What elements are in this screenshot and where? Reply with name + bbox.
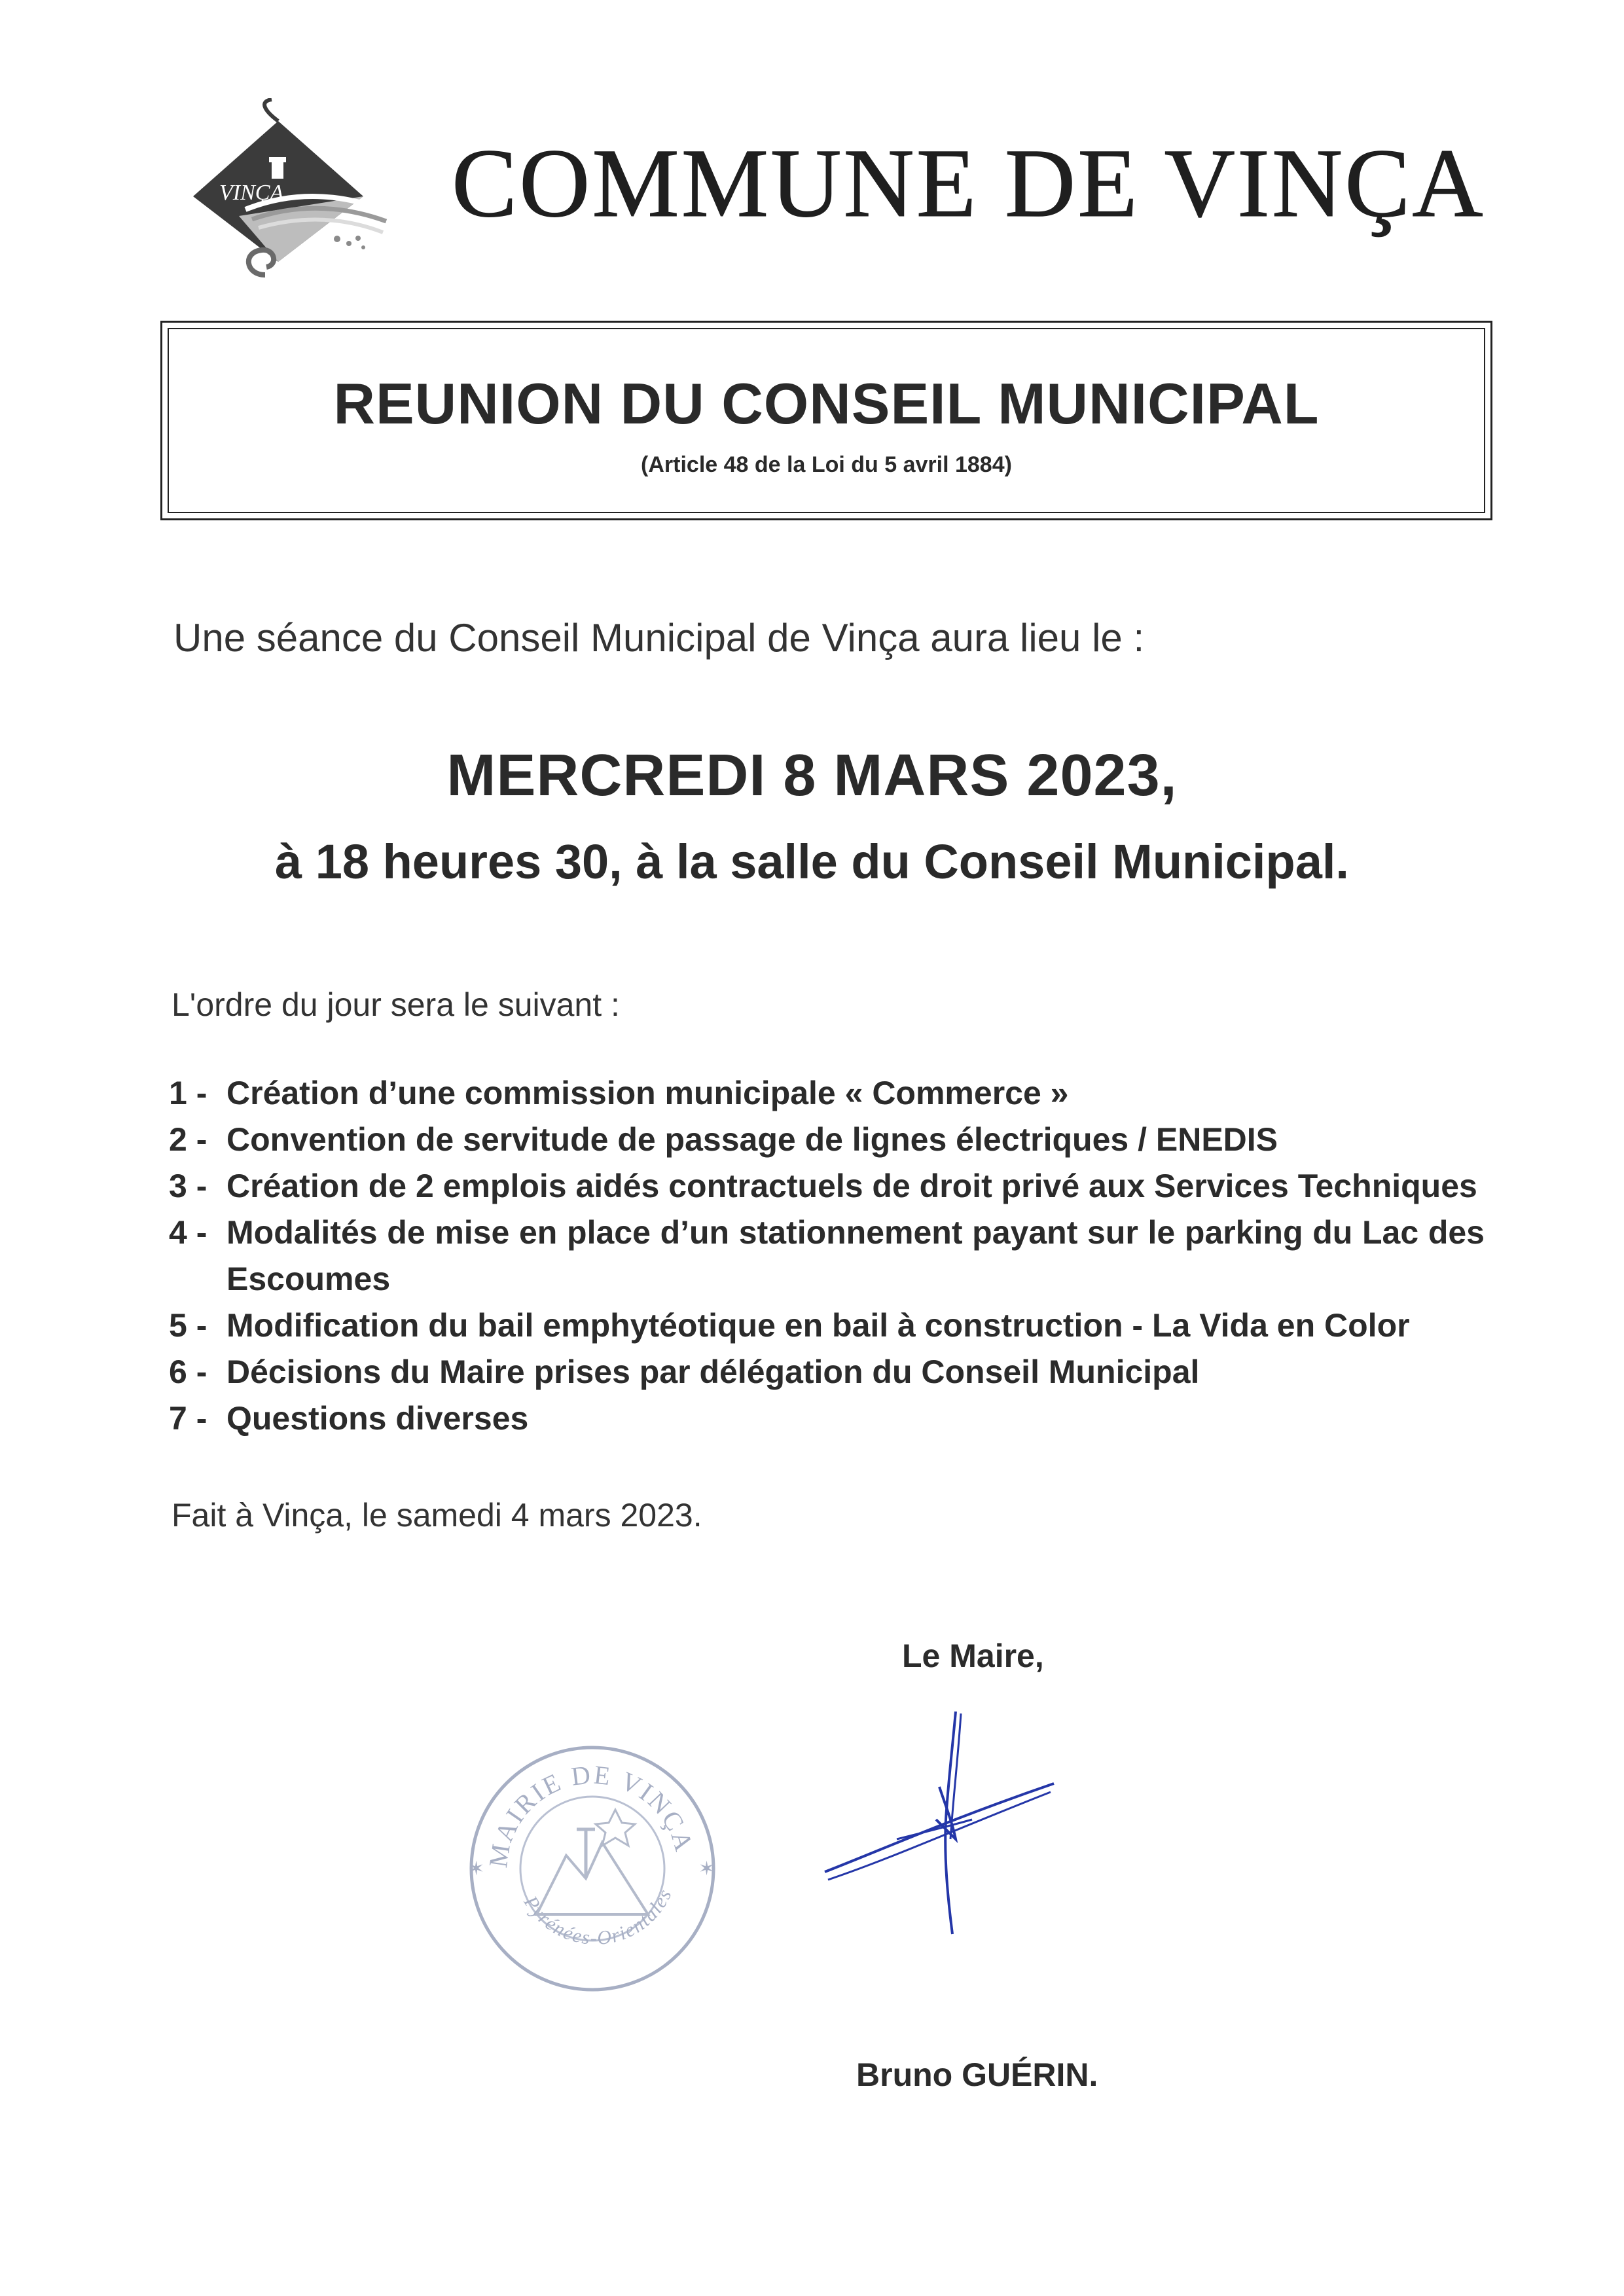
agenda-item [169, 1302, 1485, 1349]
official-stamp [461, 1738, 723, 2000]
agenda-item [169, 1163, 1485, 1210]
title-box [160, 321, 1492, 520]
meeting-date: MERCREDI 8 MARS 2023, [446, 743, 1178, 808]
meeting-time-place: à 18 heures 30, à la salle du Conseil Municipal. [275, 834, 1349, 889]
stamp-star-left-icon: ✶ [468, 1858, 485, 1880]
logo-spiral-icon [249, 250, 274, 275]
agenda-item-text: Création de 2 emplois aidés contractuels de droit privé aux Services Techniques [226, 1168, 1477, 1204]
mayor-signature [818, 1708, 1067, 1937]
commune-title: COMMUNE DE VINÇA [452, 129, 1485, 238]
agenda-item-number: 6 - [169, 1354, 208, 1390]
agenda-item-text: Modification du bail emphytéotique en bail à construction - La Vida en Color [226, 1307, 1410, 1344]
stamp-emblem-icon [537, 1842, 648, 1914]
agenda-item-text: Décisions du Maire prises par délégation du Conseil Municipal [226, 1354, 1200, 1390]
agenda-item [169, 1210, 1485, 1302]
agenda-item-text: Modalités de mise en place d’un stationnement payant sur le parking du Lac des Escoumes [226, 1214, 1485, 1297]
agenda-intro: L'ordre du jour sera le suivant : [171, 986, 620, 1023]
intro-text: Une séance du Conseil Municipal de Vinça aura lieu le : [173, 616, 1145, 660]
mayor-name: Bruno GUÉRIN. [856, 2056, 1098, 2093]
stamp-star-right-icon: ✶ [698, 1858, 715, 1880]
agenda-item-number: 1 - [169, 1075, 208, 1111]
stamp-text-bottom: Pyrénées-Orientales [519, 1885, 677, 1950]
agenda-item [169, 1349, 1485, 1395]
mayor-title: Le Maire, [902, 1638, 1044, 1674]
agenda-item-text: Convention de servitude de passage de lignes électriques / ENEDIS [226, 1121, 1278, 1158]
meeting-title: REUNION DU CONSEIL MUNICIPAL [333, 371, 1320, 436]
logo-tower-icon [272, 160, 283, 179]
legal-reference: (Article 48 de la Loi du 5 avril 1884) [641, 452, 1012, 477]
stamp-star-icon [596, 1810, 635, 1846]
agenda-item-number: 5 - [169, 1307, 208, 1344]
agenda-item-number: 2 - [169, 1121, 208, 1158]
agenda-item [169, 1117, 1485, 1163]
logo-text: VINÇA [219, 181, 284, 205]
agenda-item-text: Questions diverses [226, 1400, 529, 1437]
place-date-line: Fait à Vinça, le samedi 4 mars 2023. [171, 1497, 702, 1534]
agenda-item-text: Création d’une commission municipale « Commerce » [226, 1075, 1069, 1111]
agenda-item [169, 1070, 1485, 1117]
agenda-list [169, 1070, 1485, 1442]
agenda-item-number: 3 - [169, 1168, 208, 1204]
stamp-text-top: MAIRIE DE VINÇA [482, 1759, 700, 1870]
commune-logo [167, 98, 389, 295]
agenda-item-number: 4 - [169, 1214, 208, 1251]
agenda-item [169, 1395, 1485, 1442]
agenda-item-number: 7 - [169, 1400, 208, 1437]
